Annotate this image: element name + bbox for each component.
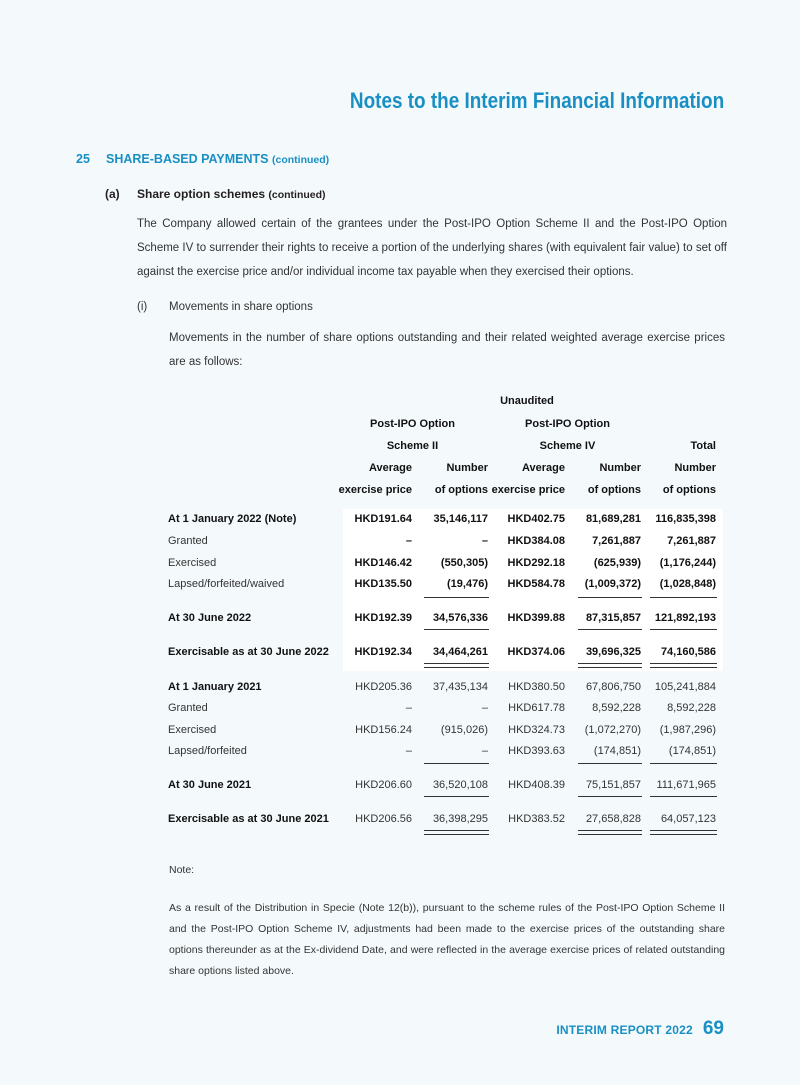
table-cell: HKD206.60: [355, 779, 412, 791]
table-cell: (174,851): [593, 745, 641, 757]
note-paragraph: As a result of the Distribution in Specie (Note 12(b)), pursuant to the scheme rules of the Post-IPO Option Scheme II and the Post-IPO Option Scheme IV, adjustments had been made to the exercise prices of the outstanding share options thereunder as at the Ex-dividend Date, and were reflected in the average exercise prices of related outstanding share options listed above.: [169, 902, 725, 977]
row-label: At 1 January 2021: [168, 681, 262, 693]
table-cell: 116,835,398: [655, 513, 716, 525]
row-label: Exercised: [168, 724, 217, 736]
section-continued: (continued): [272, 154, 330, 166]
table-cell: HKD380.50: [508, 681, 565, 693]
table-cell: 7,261,887: [592, 535, 641, 547]
table-cell: HKD156.24: [355, 724, 412, 736]
table-cell: HKD192.34: [354, 646, 412, 658]
table-cell: 75,151,857: [585, 779, 641, 791]
subtotal-rule: [578, 763, 642, 764]
table-cell: HKD384.08: [507, 535, 565, 547]
total-rule: [578, 796, 642, 797]
item-heading: [137, 301, 313, 313]
row-label: At 30 June 2022: [168, 612, 252, 624]
table-cell: HKD374.06: [507, 646, 565, 658]
page-number: 69: [702, 1018, 724, 1039]
scheme-ii-header-line1: Post-IPO Option: [370, 418, 455, 430]
table-cell: 36,520,108: [432, 779, 488, 791]
report-name: INTERIM REPORT 2022: [556, 1023, 693, 1037]
col-header-4-line1: Number: [674, 462, 716, 474]
subtotal-rule: [424, 763, 489, 764]
row-label: Lapsed/forfeited: [168, 745, 247, 757]
table-cell: 67,806,750: [585, 681, 641, 693]
table-cell: 34,464,261: [432, 646, 488, 658]
table-cell: (625,939): [593, 557, 641, 569]
page-footer: [556, 1018, 724, 1040]
item-label: (i): [137, 301, 148, 313]
table-cell: 34,576,336: [432, 612, 488, 624]
table-cell: 8,592,228: [667, 702, 716, 714]
col-header-0-line2: exercise price: [338, 484, 412, 496]
table-cell: HKD206.56: [355, 813, 412, 825]
table-cell: (1,028,848): [659, 578, 716, 590]
table-cell: 8,592,228: [592, 702, 641, 714]
table-cell: HKD192.39: [354, 612, 412, 624]
subsection-title: Share option schemes: [137, 187, 266, 201]
col-header-0-line1: Average: [368, 462, 412, 474]
table-cell: 27,658,828: [585, 813, 641, 825]
double-underline: [578, 830, 642, 835]
table-cell: HKD135.50: [354, 578, 412, 590]
scheme-iv-header-line2: Scheme IV: [539, 440, 596, 452]
table-cell: 37,435,134: [432, 681, 488, 693]
table-cell: HKD146.42: [354, 557, 412, 569]
col-header-4-line2: of options: [662, 484, 716, 496]
section-number: 25: [76, 152, 90, 166]
row-label: At 30 June 2021: [168, 779, 252, 791]
table-cell: –: [481, 702, 488, 714]
row-label: Granted: [168, 535, 208, 547]
row-label: Granted: [168, 702, 208, 714]
table-cell: (1,987,296): [659, 724, 716, 736]
subsection-label: (a): [105, 187, 120, 201]
table-cell: 74,160,586: [660, 646, 716, 658]
table-cell: 111,671,965: [656, 779, 716, 791]
row-label: Exercised: [168, 557, 217, 569]
row-label: At 1 January 2022 (Note): [168, 513, 297, 525]
col-header-2-line1: Average: [521, 462, 565, 474]
scheme-ii-header-line2: Scheme II: [386, 440, 439, 452]
col-header-2-line2: exercise price: [491, 484, 565, 496]
table-cell: HKD393.63: [508, 745, 565, 757]
col-header-1-line1: Number: [446, 462, 488, 474]
table-cell: (550,305): [440, 557, 488, 569]
table-cell: HKD617.78: [508, 702, 565, 714]
row-label: Exercisable as at 30 June 2021: [168, 813, 329, 825]
table-cell: HKD292.18: [507, 557, 565, 569]
table-cell: HKD399.88: [507, 612, 565, 624]
table-cell: 36,398,295: [432, 813, 488, 825]
table-cell: HKD402.75: [507, 513, 565, 525]
table-cell: HKD205.36: [355, 681, 412, 693]
section-title: SHARE-BASED PAYMENTS: [106, 152, 269, 166]
table-cell: 64,057,123: [660, 813, 716, 825]
section-heading: [76, 152, 329, 166]
table-cell: –: [481, 745, 488, 757]
scheme-iv-header-line1: Post-IPO Option: [525, 418, 610, 430]
table-cell: (1,072,270): [584, 724, 641, 736]
subsection-continued: (continued): [268, 189, 326, 201]
table-cell: 81,689,281: [585, 513, 641, 525]
item-title: Movements in share options: [169, 301, 313, 313]
table-cell: 105,241,884: [654, 681, 716, 693]
table-cell: 87,315,857: [585, 612, 641, 624]
table-cell: –: [405, 535, 412, 547]
col-header-3-line2: of options: [587, 484, 641, 496]
subsection-heading: [105, 187, 326, 201]
table-cell: HKD383.52: [508, 813, 565, 825]
table-cell: 121,892,193: [654, 612, 716, 624]
table-cell: HKD408.39: [508, 779, 565, 791]
total-rule: [650, 796, 717, 797]
table-cell: 39,696,325: [585, 646, 641, 658]
note-heading: Note:: [169, 864, 195, 876]
intro-paragraph: The Company allowed certain of the grantees under the Post-IPO Option Scheme II and the Post-IPO Option Scheme IV to surrender their rights to receive a portion of the underlying shares (with equivalent fair value) to set off against the exercise price and/or individual income tax payable when they exercised their options.: [137, 218, 727, 278]
table-cell: (1,009,372): [584, 578, 641, 590]
table-cell: –: [405, 702, 412, 714]
double-underline: [424, 830, 489, 835]
table-cell: 35,146,117: [433, 513, 488, 525]
subtotal-rule: [650, 763, 717, 764]
double-underline: [650, 830, 717, 835]
table-cell: (915,026): [440, 724, 488, 736]
col-header-1-line2: of options: [434, 484, 488, 496]
item-paragraph: Movements in the number of share options outstanding and their related weighted average exercise prices are as follows:: [169, 332, 725, 368]
table-cell: (19,476): [447, 578, 488, 590]
total-rule: [424, 796, 489, 797]
page-title: Notes to the Interim Financial Information: [349, 88, 724, 113]
col-header-3-line1: Number: [599, 462, 641, 474]
table-cell: 7,261,887: [667, 535, 716, 547]
table-cell: HKD191.64: [354, 513, 412, 525]
table-cell: HKD584.78: [507, 578, 565, 590]
table-cell: –: [481, 535, 488, 547]
table-cell: (1,176,244): [659, 557, 716, 569]
table-cell: –: [405, 745, 412, 757]
table-cell: HKD324.73: [508, 724, 565, 736]
total-header: Total: [690, 440, 716, 452]
table-cell: (174,851): [668, 745, 716, 757]
row-label: Exercisable as at 30 June 2022: [168, 646, 329, 658]
unaudited-header: Unaudited: [500, 395, 554, 407]
row-label: Lapsed/forfeited/waived: [168, 578, 285, 590]
